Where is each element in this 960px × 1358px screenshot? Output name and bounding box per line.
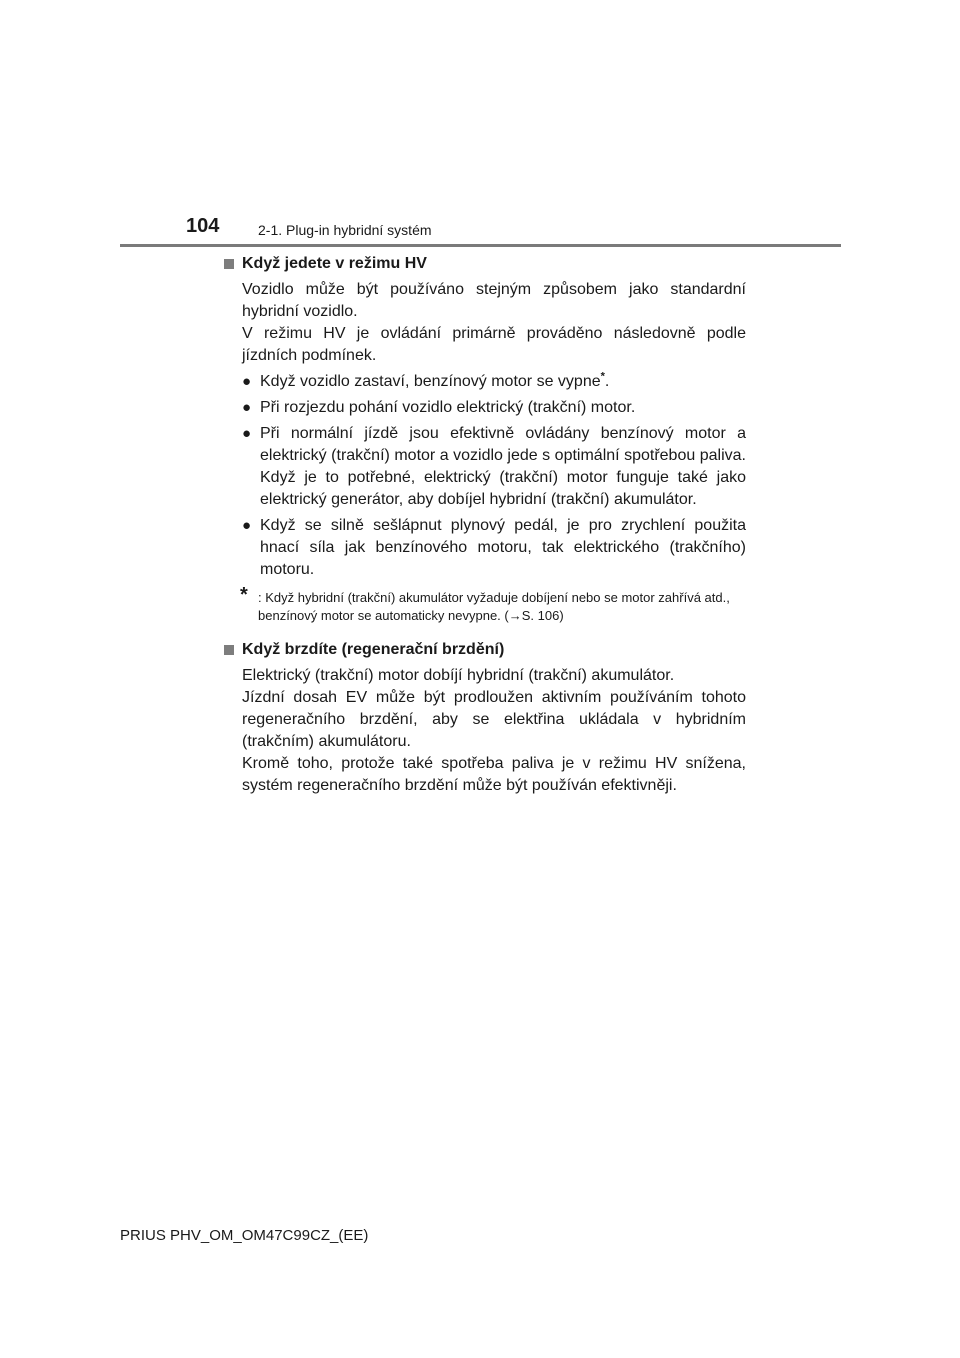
list-item: ● Při rozjezdu pohání vozidlo elektrický (trakční) motor. xyxy=(224,397,746,419)
square-bullet-icon xyxy=(224,645,234,655)
paragraph: Jízdní dosah EV může být prodloužen aktivním používáním tohoto regeneračního brzdění, aby se elektřina ukládala v hybridním (trakčním) akumulátoru. xyxy=(242,689,746,750)
footnote: * : Když hybridní (trakční) akumulátor vyžaduje dobíjení nebo se motor zahřívá atd., benzínový motor se automaticky nevypne. (→S. 106) xyxy=(240,584,730,623)
list-item: ● Když se silně sešlápnut plynový pedál, je pro zrychlení použita hnací síla jak benzínového motoru, tak elektrického (trakčního) motoru. xyxy=(242,517,746,578)
bullet-dot-icon: ● xyxy=(242,517,252,534)
page-number: 104 xyxy=(186,215,220,237)
paragraph: Elektrický (trakční) motor dobíjí hybridní (trakční) akumulátor. xyxy=(242,667,675,684)
header-divider xyxy=(120,244,841,247)
section-heading: Když jedete v režimu HV xyxy=(224,253,746,275)
bullet-dot-icon: ● xyxy=(242,425,252,442)
section-heading: Když brzdíte (regenerační brzdění) xyxy=(224,639,746,661)
list-item: ● Když vozidlo zastaví, benzínový motor se vypne*. xyxy=(224,371,746,393)
section-regenerative-braking xyxy=(224,639,746,797)
paragraph: Vozidlo může být používáno stejným způsobem jako standardní hybridní vozidlo. xyxy=(242,281,746,320)
bullet-dot-icon: ● xyxy=(242,399,252,416)
paragraph: Kromě toho, protože také spotřeba paliva je v režimu HV snížena, systém regeneračního brzdění může být používán efektivněji. xyxy=(242,755,746,794)
document-code: PRIUS PHV_OM_OM47C99CZ_(EE) xyxy=(120,1227,369,1244)
paragraph: V režimu HV je ovládání primárně prováděno následovně podle jízdních podmínek. xyxy=(242,325,746,364)
footnote-marker: * xyxy=(600,370,605,383)
section-hv-mode xyxy=(224,253,746,625)
section-title: 2-1. Plug-in hybridní systém xyxy=(258,222,432,238)
footnote-asterisk: * xyxy=(240,584,248,606)
bullet-dot-icon: ● xyxy=(242,373,252,390)
square-bullet-icon xyxy=(224,259,234,269)
list-item: ● Při normální jízdě jsou efektivně ovládány benzínový motor a elektrický (trakční) motor a vozidlo jede s optimální spotřebou paliva. Když je to potřebné, elektrický (trakční) motor funguje také jako elektrický generátor, aby dobíjel hybridní (trakční) akumulátor. xyxy=(242,425,746,508)
page-content xyxy=(224,253,746,797)
